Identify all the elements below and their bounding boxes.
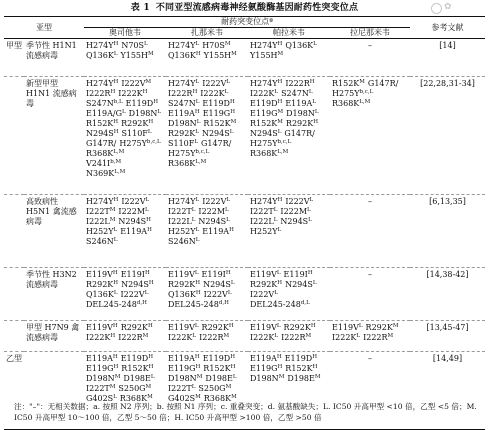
mutation-item: $G402S^M$ [168,394,201,403]
mutation-item: $H274Y^H$ [250,41,283,50]
mutation-item: $H274Y^H$ [86,79,119,88]
mutation-item: $D198N^L$ [286,109,319,118]
mutation-item: $R368K^M$ [203,394,237,403]
mutation-item: $S250G^M$ [198,384,232,393]
mutation-item: $E119V^H$ [86,323,118,332]
mutation-item: $H274Y^H$ [86,41,119,50]
mutation-item: $E119A^H$ [86,354,118,363]
mutation-cell [84,39,166,77]
mutation-item: $I222K^L$ [250,89,279,98]
mutation-item: G147R/ [284,129,315,138]
mutation-item: $E119G^H$ [168,364,201,373]
mutation-item: $DEL245-248^{d,H}$ [86,300,147,309]
mutation-item: $R292K^H$ [250,280,283,289]
mutation-item: $I222R^M$ [118,333,149,342]
watermark-glyph-icon: ✿ [444,2,452,13]
row-subtype-label: 季节性 H3N2 流感病毒 [26,270,77,289]
mutation-cell [330,39,410,77]
mutation-item: $H70S^M$ [202,41,231,50]
mutation-cell [166,39,248,77]
mutation-cell [84,268,166,321]
mutation-cell [330,321,410,352]
mutation-item: $N294S^L$ [280,217,312,226]
mutation-item: $S246N^L$ [168,237,200,246]
mutation-item: $D198N^L$ [128,109,161,118]
mutation-item: $Y155H^M$ [250,51,284,60]
row-group-label: 甲型 [6,41,22,50]
mutation-item: $E119A^H$ [168,354,200,363]
mutation-item: $E119G^M$ [250,109,284,118]
mutation-item: $H252Y^L$ [86,227,118,236]
mutation-item: $R152K^M$ [250,119,283,128]
mutation-item: $I222K^L$ [200,89,229,98]
mutation-item: $E119D^H$ [250,99,283,108]
mutation-item: $N369K^{L,M}$ [86,169,126,178]
mutation-item: $R292K^H$ [283,323,316,332]
mutation-cell [248,268,330,321]
mutation-item: $I222L^L$ [250,217,278,226]
mutation-item: – [368,41,372,50]
row-subtype-label: 高致病性 H5N1 禽流感病毒 [26,197,77,226]
mutation-cell [330,77,410,195]
mutation-item: $E119A^H$ [202,227,234,236]
mutation-item: $D198N^M$ [250,374,285,383]
mutation-item: $I222L^M$ [86,217,116,226]
mutation-item: $R152K^M$ [203,119,237,128]
mutation-item: $N294S^L$ [285,280,317,289]
header-drug-peramivir: 帕拉米韦 [273,28,305,37]
mutation-item: $S246N^L$ [86,237,118,246]
mutation-cell [248,321,330,352]
mutation-cell [166,77,248,195]
mutation-item: $R368K^{L,M}$ [86,149,125,158]
mutation-item: $R292K^H$ [285,119,318,128]
row-subtype-label: 季节性 H1N1 流感病毒 [26,41,77,60]
mutation-item: $I222T^M$ [86,384,116,393]
mutation-item: $H274Y^H$ [86,197,119,206]
header-subtype: 亚型 [36,22,52,32]
mutation-item: $S247N^L$ [281,89,313,98]
mutation-item: $I222T^L$ [168,207,196,216]
mutation-item: $I222V^L$ [202,79,231,88]
mutation-item: $H252Y^L$ [250,227,282,236]
table-title-text: 不同亚型流感病毒神经氨酸酶基因耐药性突变位点 [155,3,359,13]
row-refs: [13,45-47] [426,323,469,332]
mutation-item: $H275Y^{b,c,L}$ [250,139,292,148]
mutation-item: $H252Y^L$ [168,227,200,236]
row-refs: [6,13,35] [429,197,466,206]
mutation-item: $R368K^M$ [119,394,153,403]
mutation-item: $R368K^{L,M}$ [168,159,207,168]
mutation-item: G147R/ [86,139,117,148]
mutation-item: $R292K^H$ [86,280,119,289]
table-row [4,321,485,352]
mutation-item: $R292K^M$ [365,323,399,332]
mutation-item: $H274Y^L$ [168,197,200,206]
mutation-item: $I222L^L$ [168,217,196,226]
mutation-item: $H275Y^{b,c,L}$ [119,139,161,148]
mutation-item: $E119A^H$ [120,227,152,236]
row-group-label [4,321,24,352]
mutation-item: $I222R^H$ [285,79,315,88]
mutation-item: $N294S^H$ [121,280,154,289]
mutation-item: $R292K^H$ [168,280,201,289]
mutation-item: $Y155H^M$ [120,51,154,60]
mutation-item: $E119V^L$ [332,323,363,332]
mutation-item: G147R/ [367,79,399,88]
mutation-item: $I222R^M$ [199,333,230,342]
mutation-cell [248,77,330,195]
mutation-item: $I222V^L$ [203,290,232,299]
mutation-item: $I222R^H$ [168,89,198,98]
mutation-item: $N294S^H$ [86,129,119,138]
header-refs: 参考文献 [431,22,464,32]
mutation-item: $R292K^L$ [168,129,199,138]
mutation-item: $N294S^L$ [250,129,282,138]
table-body [4,39,485,430]
mutation-item: $S247N^{b,L}$ [86,99,123,108]
mutation-item: $E119D^H$ [120,354,154,363]
mutation-item: $E119V^L$ [168,270,199,279]
mutation-item: $D198E^L$ [205,374,237,383]
mutation-item: $I222K^H$ [118,89,148,98]
table-row [4,77,485,195]
mutation-item: – [368,197,372,206]
row-subtype-label: 新型甲型 H1N1 流感病毒 [26,79,77,108]
mutation-item: $N294S^L$ [201,129,234,138]
header-row-1 [4,17,485,28]
mutation-item: $N70S^L$ [121,41,148,50]
mutation-item: – [368,270,372,279]
mutation-cell [248,195,330,268]
row-group-label [4,77,24,195]
mutation-item: $E119G^H$ [202,109,235,118]
resistance-mutation-table [4,16,485,430]
mutation-item: $I222M^L$ [280,207,311,216]
mutation-cell [84,321,166,352]
mutation-item: $R152K^H$ [86,119,119,128]
mutation-cell [248,39,330,77]
mutation-item: $N294S^L$ [203,280,235,289]
mutation-item: $E119I^H$ [283,270,313,279]
mutation-item: $N294S^L$ [198,217,230,226]
mutation-item: $I222R^M$ [363,333,394,342]
row-subtype-label: 甲型 H7N9 禽流感病毒 [26,323,80,342]
table-number: 表 1 [130,3,150,13]
mutation-item: $D198N^M$ [86,374,121,383]
mutation-item: $R152K^H$ [285,364,318,373]
mutation-item: $I222V^L$ [285,197,314,206]
mutation-item: $H274Y^H$ [250,79,283,88]
mutation-item: $E119V^L$ [250,270,281,279]
mutation-item: $Q136K^H$ [168,290,201,299]
mutation-item: $D198N^M$ [168,374,203,383]
mutation-cell [166,321,248,352]
mutation-item: $I222V^L$ [250,290,278,299]
mutation-item: $I222R^M$ [281,333,312,342]
table-row [4,39,485,77]
mutation-item: $S110F^L$ [121,129,152,138]
row-group-label [4,195,24,268]
mutation-item: $R292K^H$ [120,323,153,332]
mutation-item: $DEL245-248^{d,L}$ [250,300,310,309]
row-refs: [14] [439,41,456,50]
row-refs: [14,38-42] [426,270,469,279]
mutation-cell [166,268,248,321]
mutation-cell [84,195,166,268]
mutation-item: $I222K^L$ [332,333,361,342]
mutation-item: $H274Y^H$ [250,197,283,206]
mutation-item: $E119A/G^L$ [86,109,126,118]
mutation-item: $S250G^M$ [118,384,152,393]
mutation-item: $E119I^H$ [120,270,150,279]
mutation-item: $E119D^H$ [284,354,318,363]
mutation-item: $E119G^H$ [250,364,283,373]
mutation-item: – [368,354,372,363]
mutation-item: $E119D^H$ [125,99,158,108]
mutation-item: $H275Y^{b,c,L}$ [332,89,374,98]
mutation-item: $H274Y^L$ [168,79,200,88]
table-title [0,3,489,14]
mutation-item: $I222K^L$ [168,333,197,342]
mutation-item: $S110F^L$ [168,139,198,148]
mutation-item: $Q136K^L$ [285,41,317,50]
mutation-item: $E119A^H$ [250,354,282,363]
mutation-item: $Q136K^H$ [168,51,201,60]
mutation-cell [330,268,410,321]
mutation-item: $S247N^L$ [168,99,200,108]
mutation-item: $E119A^H$ [168,109,200,118]
watermark-logo [431,0,485,16]
mutation-item: $I222V^M$ [121,79,152,88]
mutation-item: $Q136K^L$ [86,290,118,299]
mutation-item: $DEL245-248^{d,H}$ [168,300,229,309]
mutation-item: $H274Y^L$ [168,41,200,50]
mutation-item: $I222K^H$ [86,333,116,342]
mutation-item: $R292K^H$ [201,323,234,332]
mutation-cell [330,195,410,268]
mutation-item: $R368K^{L,M}$ [332,99,371,108]
mutation-item: $G402S^L$ [86,394,117,403]
mutation-item: $Q136K^L$ [86,51,118,60]
mutation-item: $I222V^L$ [120,290,149,299]
mutation-item: $I222V^L$ [202,197,231,206]
mutation-cell [166,195,248,268]
mutation-item: $E119D^H$ [202,354,236,363]
mutation-item: $I222M^L$ [198,207,229,216]
mutation-item: $I222M^L$ [118,207,149,216]
mutation-item: $D198E^L$ [123,374,155,383]
mutation-item: $E119V^H$ [86,270,118,279]
mutation-item: $E119V^L$ [250,323,281,332]
mutation-item: $R292K^H$ [121,119,154,128]
header-drug-zanamivir: 扎那米韦 [191,28,223,37]
mutation-item: $E119A^L$ [285,99,316,108]
table-row [4,268,485,321]
header-drug-oseltamivir: 奥司他韦 [109,28,141,37]
row-group-label: 乙型 [6,354,22,363]
mutation-item: $H275Y^{b,c,L}$ [168,149,210,158]
mutation-item: $E119I^H$ [201,270,231,279]
mutation-item: $N294S^H$ [118,217,151,226]
mutation-item: $E119V^L$ [168,323,199,332]
mutation-item: $I222R^H$ [86,89,116,98]
row-refs: [14,49] [432,354,463,363]
mutation-item: $V241I^{b,M}$ [86,159,122,168]
mutation-item: $I222K^L$ [250,333,279,342]
mutation-item: $I222V^L$ [121,197,150,206]
mutation-item: $E119D^H$ [202,99,235,108]
mutation-item: $Y155H^M$ [203,51,237,60]
mutation-item: $R152K^H$ [121,364,154,373]
mutation-item: $D198N^L$ [168,119,201,128]
watermark-ring-icon [431,3,442,14]
mutation-cell [84,77,166,195]
row-refs: [22,28,31-34] [420,79,475,88]
mutation-item: $E119G^H$ [86,364,119,373]
mutation-item: G147R/ [200,139,232,148]
table-row [4,195,485,268]
mutation-item: $D198E^M$ [287,374,321,383]
header-drug-laninamivir: 拉尼那米韦 [350,28,390,37]
mutation-item: $R152K^H$ [203,364,236,373]
mutation-item: $R368K^{L,M}$ [250,149,289,158]
header-mutation-group: 耐药突变位点ª [84,17,410,28]
mutation-item: $I222T^L$ [250,207,278,216]
table-footnote: 注："–"：无相关数据；a. 按照 N2 序列；b. 按照 N1 序列；c. 重叠突变；d. 氨基酸缺失；L. IC50 升高甲型 <10 倍，乙型 <5 倍；M. IC50 升高甲型 10～100 倍，乙型 5～50 倍；H. IC50 升高甲型 >100 倍，乙型 >50 倍 [14,402,477,422]
row-group-label [4,268,24,321]
mutation-item: $I222T^M$ [86,207,116,216]
mutation-item: $R152K^M$ [332,79,365,88]
mutation-item: $I222T^L$ [168,384,196,393]
